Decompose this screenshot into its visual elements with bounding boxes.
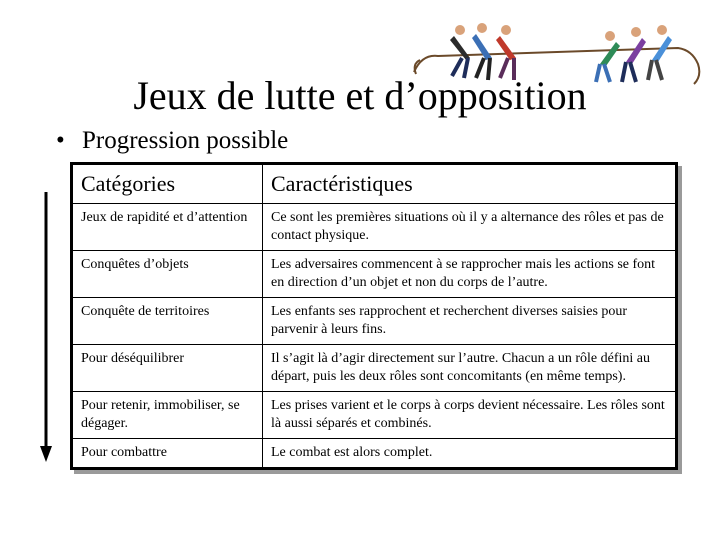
category-cell: Conquêtes d’objets <box>72 251 263 298</box>
table-row <box>72 204 677 251</box>
category-cell: Pour retenir, immobiliser, se dégager. <box>72 392 263 439</box>
header-categories: Catégories <box>72 164 263 204</box>
progression-table <box>70 162 678 470</box>
table-header-row <box>72 164 677 204</box>
table-row <box>72 439 677 469</box>
table-row <box>72 251 677 298</box>
table-row <box>72 345 677 392</box>
category-cell: Conquête de territoires <box>72 298 263 345</box>
description-cell: Il s’agit là d’agir directement sur l’autre. Chacun a un rôle défini au départ, puis les deux rôles sont concomitants (en même temps). <box>263 345 677 392</box>
table-row <box>72 298 677 345</box>
category-cell: Pour déséquilibrer <box>72 345 263 392</box>
bullet-dot: • <box>56 127 65 154</box>
description-cell: Les adversaires commencent à se rapprocher mais les actions se font en direction d’un objet et non du corps de l’autre. <box>263 251 677 298</box>
slide-title: Jeux de lutte et d’opposition <box>133 73 587 118</box>
category-cell: Jeux de rapidité et d’attention <box>72 204 263 251</box>
header-caracteristiques: Caractéristiques <box>263 164 677 204</box>
bullet-text: Progression possible <box>82 127 289 154</box>
description-cell: Les prises varient et le corps à corps devient nécessaire. Les rôles sont là aussi séparés et combinés. <box>263 392 677 439</box>
category-cell: Pour combattre <box>72 439 263 469</box>
bullet-progression <box>56 124 288 158</box>
table-row <box>72 392 677 439</box>
down-arrow-icon <box>38 192 54 464</box>
description-cell: Ce sont les premières situations où il y a alternance des rôles et pas de contact physique. <box>263 204 677 251</box>
description-cell: Le combat est alors complet. <box>263 439 677 469</box>
description-cell: Les enfants ses rapprochent et recherchent diverses saisies pour parvenir à leurs fins. <box>263 298 677 345</box>
